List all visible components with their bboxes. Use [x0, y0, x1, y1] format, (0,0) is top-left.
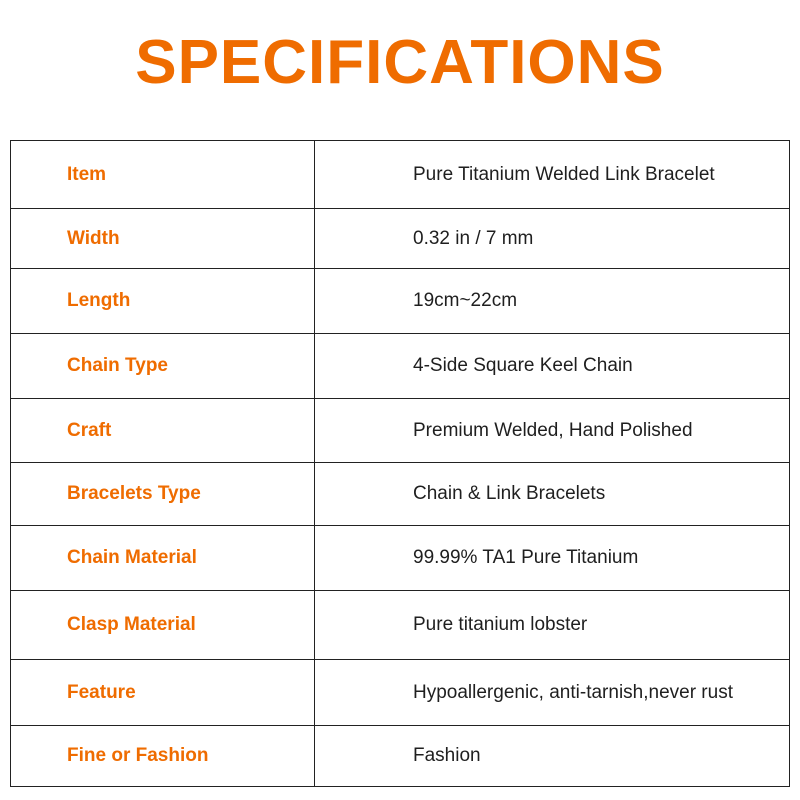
spec-label: Feature — [11, 660, 315, 726]
table-row — [11, 726, 790, 787]
spec-value: Hypoallergenic, anti-tarnish,never rust — [315, 660, 790, 726]
spec-label: Item — [11, 141, 315, 209]
table-row — [11, 591, 790, 660]
spec-value: 0.32 in / 7 mm — [315, 209, 790, 269]
table-row — [11, 141, 790, 209]
spec-value: Pure titanium lobster — [315, 591, 790, 660]
spec-value: 19cm~22cm — [315, 269, 790, 334]
spec-label: Chain Material — [11, 526, 315, 591]
spec-label: Length — [11, 269, 315, 334]
table-row — [11, 660, 790, 726]
page-title: SPECIFICATIONS — [135, 28, 665, 97]
table-row — [11, 209, 790, 269]
table-row — [11, 399, 790, 463]
spec-value: 99.99% TA1 Pure Titanium — [315, 526, 790, 591]
spec-label: Chain Type — [11, 334, 315, 399]
spec-value: Pure Titanium Welded Link Bracelet — [315, 141, 790, 209]
spec-label: Width — [11, 209, 315, 269]
spec-value: 4-Side Square Keel Chain — [315, 334, 790, 399]
spec-label: Fine or Fashion — [11, 726, 315, 787]
table-row — [11, 269, 790, 334]
specifications-table — [10, 140, 790, 787]
spec-value: Fashion — [315, 726, 790, 787]
spec-value: Premium Welded, Hand Polished — [315, 399, 790, 463]
table-row — [11, 334, 790, 399]
spec-label: Clasp Material — [11, 591, 315, 660]
table-row — [11, 526, 790, 591]
table-row — [11, 463, 790, 526]
spec-value: Chain & Link Bracelets — [315, 463, 790, 526]
spec-label: Craft — [11, 399, 315, 463]
spec-label: Bracelets Type — [11, 463, 315, 526]
